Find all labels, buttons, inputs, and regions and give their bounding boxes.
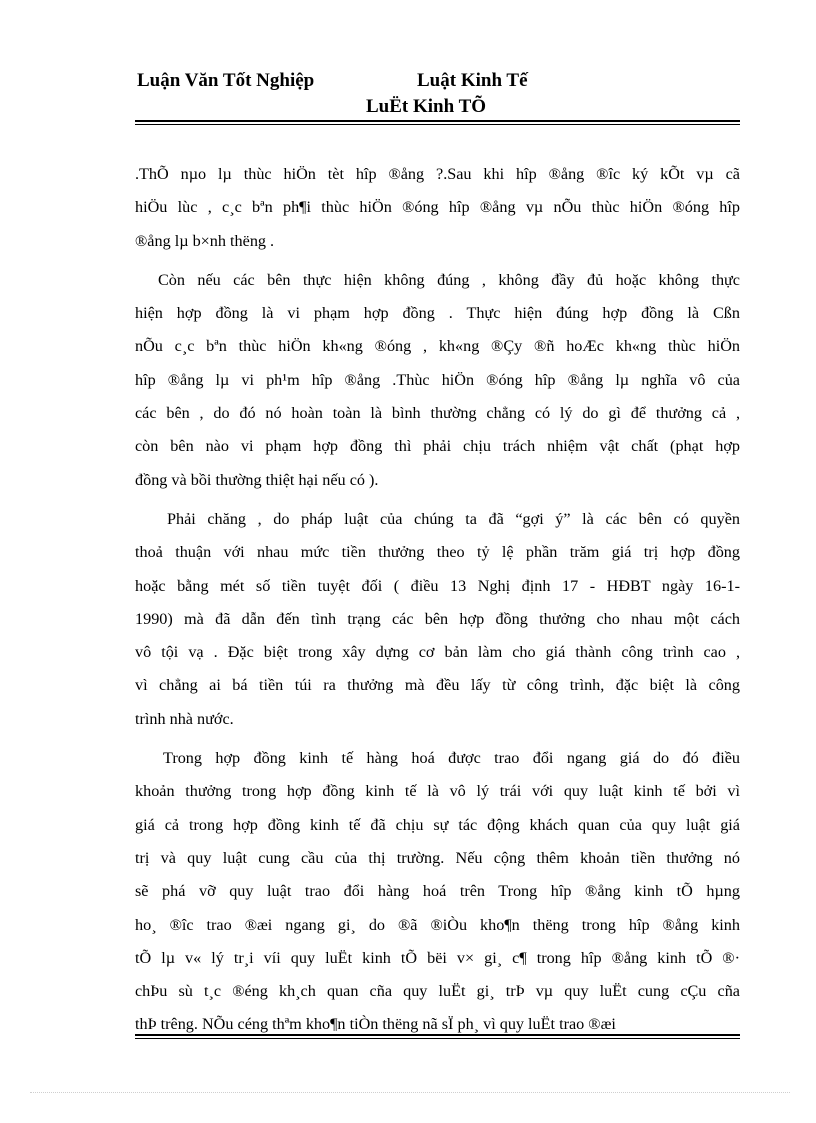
text-line: còn bên nào vi phạm hợp đồng thì phải chịu trách nhiệm vật chất (phạt hợp (135, 437, 740, 456)
text-line: hiÖu lùc , c¸c bªn ph¶i thùc hiÖn ®óng hîp ®ång vµ nÕu thùc hiÖn ®óng hîp (135, 198, 740, 217)
header-subtitle: LuËt Kinh TÕ (366, 96, 487, 117)
text-line: Còn nếu các bên thực hiện không đúng , không đầy đủ hoặc không thực (158, 270, 740, 289)
header-title-right: Luật Kinh Tế (417, 70, 528, 91)
text-line: Phải chăng , do pháp luật của chúng ta đã “gợi ý” là các bên có quyền (167, 509, 740, 528)
paragraph (135, 742, 740, 1042)
text-line: đồng và bồi thường thiệt hại nếu có ). (135, 470, 379, 489)
text-line: thoả thuận với nhau mức tiền thưởng theo tỷ lệ phần trăm giá trị hợp đồng (135, 543, 740, 562)
page-bottom-border (30, 1092, 790, 1093)
text-line: vì chẳng ai bá tiền túi ra thưởng mà đều lấy từ công trình, đặc biệt là công (135, 676, 740, 695)
text-line: chÞu sù t¸c ®éng kh¸ch quan cña quy luËt gi¸ trÞ vµ quy luËt cung cÇu cña (135, 982, 740, 1001)
paragraph (135, 158, 740, 258)
text-line: giá cả trong hợp đồng kinh tế đã chịu sự tác động khách quan của quy luật giá (135, 815, 740, 834)
footer-rule-top (135, 1034, 740, 1036)
text-line: vô tội vạ . Đặc biệt trong xây dựng cơ bản làm cho giá thành công trình cao , (135, 643, 740, 662)
footer-rule-bottom (135, 1038, 740, 1039)
header-rule-top (135, 120, 740, 122)
header-rule-bottom (135, 124, 740, 125)
text-line: trình nhà nước. (135, 709, 234, 728)
text-line: hoặc bằng mét số tiền tuyệt đối ( điều 13 Nghị định 17 - HĐBT ngày 16-1- (135, 576, 740, 595)
text-line: trị và quy luật cung cầu của thị trường. Nếu cộng thêm khoản tiền thưởng nó (135, 848, 740, 867)
text-line: ®ång lµ b×nh thëng . (135, 231, 275, 250)
text-line: 1990) mà đã dẫn đến tình trạng các bên hợp đồng thưởng cho nhau một cách (135, 609, 740, 628)
text-line: hîp ®ång lµ vi ph¹m hîp ®ång .Thùc hiÖn ®óng hîp ®ång lµ nghĩa vô của (135, 370, 740, 389)
paragraph (135, 264, 740, 497)
header-title-left: Luận Văn Tốt Nghiệp (137, 70, 315, 91)
text-line: Trong hợp đồng kinh tế hàng hoá được trao đổi ngang giá do đó điều (163, 749, 740, 768)
text-line: các bên , do đó nó hoàn toàn là bình thường chẳng có lý do gì để thưởng cả , (135, 404, 740, 423)
text-line: sẽ phá vỡ quy luật trao đổi hàng hoá trên Trong hîp ®ång kinh tÕ hµng (135, 882, 740, 901)
paragraph (135, 503, 740, 736)
document-body (135, 158, 740, 1048)
text-line: khoản thưởng trong hợp đồng kinh tế là vô lý trái với quy luật kinh tế bởi vì (135, 782, 740, 801)
text-line: .ThÕ nµo lµ thùc hiÖn tèt hîp ®ång ?.Sau khi hîp ®ång ®îc ký kÕt vµ cã (135, 165, 740, 183)
text-line: ho¸ ®îc trao ®æi ngang gi¸ do ®ã ®iÒu kho¶n thëng trong hîp ®ång kinh (135, 915, 740, 934)
text-line: hiện hợp đồng là vi phạm hợp đồng . Thực hiện đúng hợp đồng là Cßn (135, 304, 740, 323)
text-line: tÕ lµ v« lý tr¸i víi quy luËt kinh tÕ bëi v× gi¸ c¶ trong hîp ®ång kinh tÕ ®· (135, 948, 740, 967)
text-line: thÞ trêng. NÕu céng thªm kho¶n tiÒn thëng nã sÏ ph¸ vì quy luËt trao ®æi (135, 1015, 616, 1034)
text-line: nÕu c¸c bªn thùc hiÖn kh«ng ®óng , kh«ng ®Çy ®ñ hoÆc kh«ng thùc hiÖn (135, 337, 740, 356)
